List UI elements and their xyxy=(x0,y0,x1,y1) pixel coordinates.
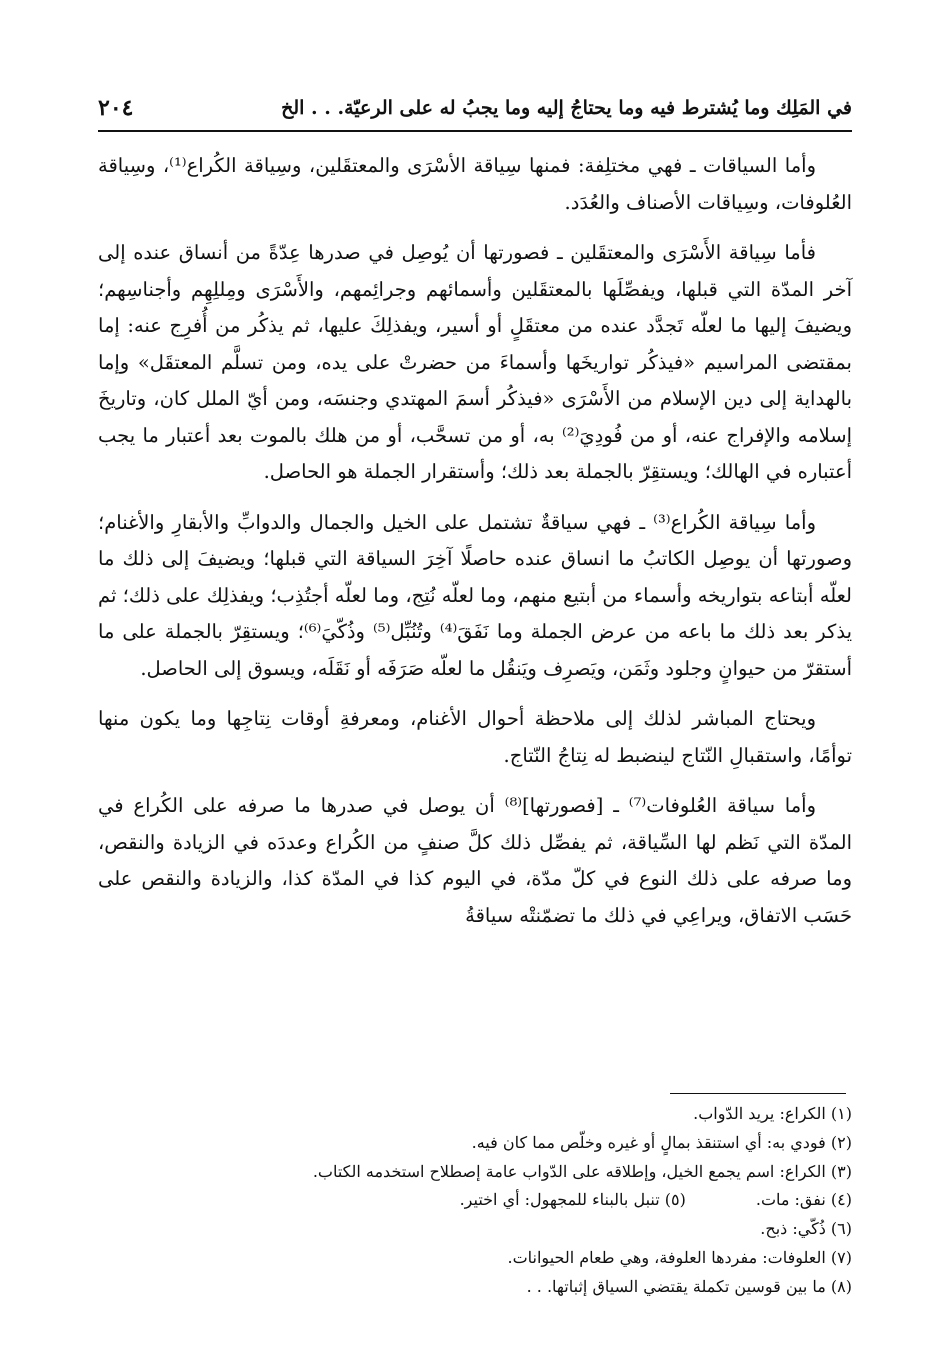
footnote-divider xyxy=(670,1093,846,1094)
paragraph-breeding: ويحتاج المباشر لذلك إلى ملاحظة أحوال الأغنام، ومعرفةِ أوقات نِتاجِها وما يكون منها توأمًا، واستقبالِ النّتاج لينضبط له نِتاجُ النّتاج. xyxy=(98,707,852,767)
running-title: في المَلِك وما يُشترط فيه وما يحتاجُ إليه وما يجبُ له على الرعيّة. . . الخ xyxy=(281,97,852,119)
footnotes xyxy=(98,1100,852,1302)
footnote-row-4-5 xyxy=(98,1186,852,1215)
main-text xyxy=(98,148,852,948)
page-number: ٢٠٤ xyxy=(98,95,134,121)
page-header xyxy=(98,86,852,132)
paragraph-sections-intro: وأما السياقات ـ فهي مختلِفة: فمنها سِياقة الأسْرَى والمعتقَلين، وسِياقة الكُراع⁽¹⁾، وسِياقة العُلوفات، وسِياقات الأصناف والعُدَد. xyxy=(98,154,852,214)
footnote-4: (٤) نفق: مات. xyxy=(755,1190,852,1210)
footnote-6: (٦) ذُكّي: ذبح. xyxy=(760,1219,852,1239)
paragraph-prisoners: فأما سِياقة الأَسْرَى والمعتقَلين ـ فصورتها أن يُوصِل في صدرها عِدّةً من أنساق عنده إلى آخر المدّة التي قبلها، ويفصِّلَها بالمعتقَلين وأسمائهم وجرائِمهم، والأَسْرَى ومِللِهِم وأجناسِهم؛ ويضيفَ إليها ما لعلّه تَجدَّد عنده من معتقَلٍ أو أسير، ويفذلِكَ عليها، ثم يذكُر من أُفرِج عنه: إما بمقتضى المراسيم «فيذكُر تواريخَها وأسماءَ من حضرتْ على يده، ومن تسلَّم المعتقَل» وإما بالهداية إلى دين الإسلام من الأَسْرَى «فيذكُر أسمَ المهتدي وجنسَه، ومن أيّ الملل كان، وتاريخَ إسلامه والإفراج عنه، أو من فُودِيَ⁽²⁾ به، أو من تسحَّب، أو من هلك بالموت بعد أعتبار ما يجب أعتباره في الهالك؛ ويستقِرّ بالجملة بعد ذلك؛ وأستقرار الجملة هو الحاصل. xyxy=(98,241,852,483)
footnote-7: (٧) العلوفات: مفردها العلوفة، وهي طعام الحيوانات. xyxy=(507,1247,852,1267)
paragraph-livestock: وأما سِياقة الكُراع⁽³⁾ ـ فهي سياقةٌ تشتمل على الخيل والجمال والدوابِّ والأبقارِ والأغنام؛ وصورتها أن يوصِل الكاتبُ ما انساق عنده حاصلًا آخِرَ السياقة التي قبلها؛ ويضيفَ إلى ذلك ما لعلّه أبتاعه بتواريخه وأسماء من أبتيع منهم، وما لعلّه نُتِج، وما لعلّه أجتُذِب؛ ويفذلِك على ذلك؛ ثم يذكر بعد ذلك ما باعه من عرض الجملة وما نَفَقَ⁽⁴⁾ وتُنُبِّل⁽⁵⁾ وذُكّيَ⁽⁶⁾؛ ويستقِرّ بالجملة على ما أستقرّ من حيوانٍ وجلود وثَمَن، ويَصرِف ويَنقُل ما لعلّه صَرَفَه أو نَقَلَه، ويسوق إلى الحاصل. xyxy=(98,510,852,680)
footnote-8: (٨) ما بين قوسين تكملة يقتضي السياق إثباتها. . . xyxy=(526,1276,852,1296)
footnote-1: (١) الكراع: يريد الدّواب. xyxy=(693,1104,852,1123)
footnote-3: (٣) الكراع: اسم يجمع الخيل، وإطلاقه على الدّواب عامة إصطلاح استخدمه الكتاب. xyxy=(312,1161,852,1181)
footnote-2: (٢) فودي به: أي استنقذ بمالٍ أو غيره وخلّص مما كان فيه. xyxy=(471,1132,852,1152)
footnote-5: (٥) تنبل بالبناء للمجهول: أي اختير. xyxy=(459,1190,686,1210)
paragraph-fodder: وأما سياقة العُلوفات⁽⁷⁾ ـ [فصورتها]⁽⁸⁾ أن يوصل في صدرها ما صرفه على الكُراع في المدّة التي نَظم لها السِّياقة، ثم يفصِّل ذلك كلَّ صنفٍ من الكُراع وعددَه في الزيادة والنقص، وما صرفه على ذلك النوع في كلّ مدّة، في اليوم كذا في المدّة كذا، والزيادة والنقص على حَسَب الاتفاق، ويراعِي في ذلك ما تضمّنتْه سياقةُ xyxy=(98,794,852,927)
